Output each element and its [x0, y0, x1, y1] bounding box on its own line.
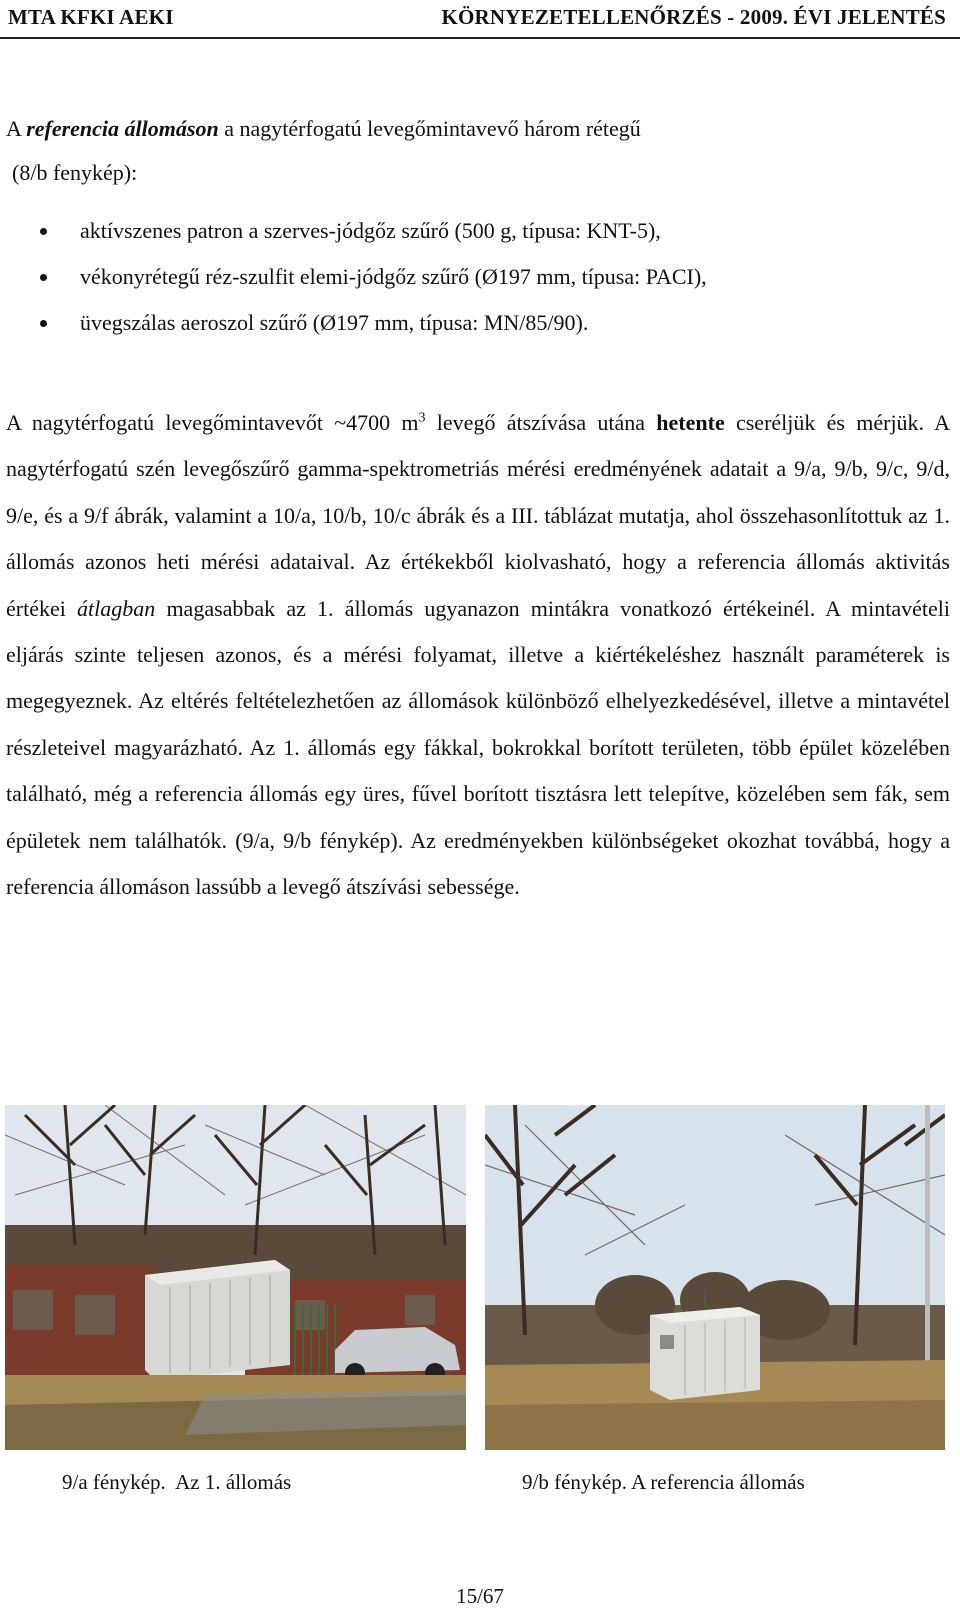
photo-reference-station	[485, 1105, 945, 1450]
list-item	[0, 208, 944, 254]
body-text-a: A nagytérfogatú levegőmintavevőt ~4700 m	[6, 410, 419, 435]
bullet-icon	[40, 320, 47, 327]
list-item	[0, 300, 944, 346]
intro-emphasis: referencia állomáson	[26, 116, 219, 141]
header-rule	[0, 37, 960, 39]
intro-suffix: a nagytérfogatú levegőmintavevő három rétegű	[218, 116, 641, 141]
body-superscript: 3	[418, 410, 426, 426]
caption-photo-b: 9/b fénykép. A referencia állomás	[522, 1470, 805, 1494]
list-item-text: aktívszenes patron a szerves-jódgőz szűrő (500 g, típusa: KNT-5),	[80, 218, 661, 243]
body-paragraph	[6, 400, 950, 910]
intro-line2: (8/b fenykép):	[12, 160, 138, 185]
page-header	[0, 0, 960, 40]
caption-photo-a: 9/a fénykép. Az 1. állomás	[62, 1470, 292, 1494]
list-item-text: vékonyrétegű réz-szulfit elemi-jódgőz szűrő (Ø197 mm, típusa: PACI),	[80, 264, 707, 289]
bullet-icon	[40, 274, 47, 281]
list-item-text: üvegszálas aeroszol szűrő (Ø197 mm, típusa: MN/85/90).	[80, 310, 589, 335]
intro-prefix: A	[6, 116, 27, 141]
body-bold: hetente	[656, 410, 725, 435]
body-text-c: cseréljük és mérjük. A nagytérfogatú szén levegőszűrő gamma-spektrometriás mérési eredményének adatait a 9/a, 9/b, 9/c, 9/d, 9/e, és a 9/f ábrák, valamint a 10/a, 10/b, 10/c ábrák és a III. táblázat mutatja, ahol összehasonlítottuk az 1. állomás azonos heti mérési adataival. Az értékekből kiolvasható, hogy a referencia állomás aktivitás értékei	[6, 410, 950, 621]
bullet-icon	[40, 228, 47, 235]
photo-station-1	[5, 1105, 466, 1450]
body-italic: átlagban	[77, 595, 156, 621]
header-organization: MTA KFKI AEKI	[8, 5, 174, 29]
header-report-title: KÖRNYEZETELLENŐRZÉS - 2009. ÉVI JELENTÉS	[441, 5, 946, 29]
body-text-d: magasabbak az 1. állomás ugyanazon mintákra vonatkozó értékeinél. A mintavételi eljárás szinte teljesen azonos, és a mérési folyamat, illetve a kiértékeléshez használt paraméterek is megegyeznek. Az eltérés feltételezhetően az állomások különböző elhelyezkedésével, illetve a mintavétel részleteivel magyarázható. Az 1. állomás egy fákkal, bokrokkal borított területen, több épület közelében található, még a referencia állomás egy üres, fűvel borított tisztásra lett telepítve, közelében sem fák, sem épületek nem találhatók. (9/a, 9/b fénykép). Az eredményekben különbségeket okozhat továbbá, hogy a referencia állomáson lassúbb a levegő átszívási sebessége.	[6, 595, 950, 900]
page-number: 15/67	[456, 1584, 504, 1608]
filter-list	[0, 208, 944, 346]
list-item	[0, 254, 944, 300]
body-text-b: levegő átszívása utána	[425, 410, 657, 435]
intro-paragraph	[6, 112, 950, 189]
